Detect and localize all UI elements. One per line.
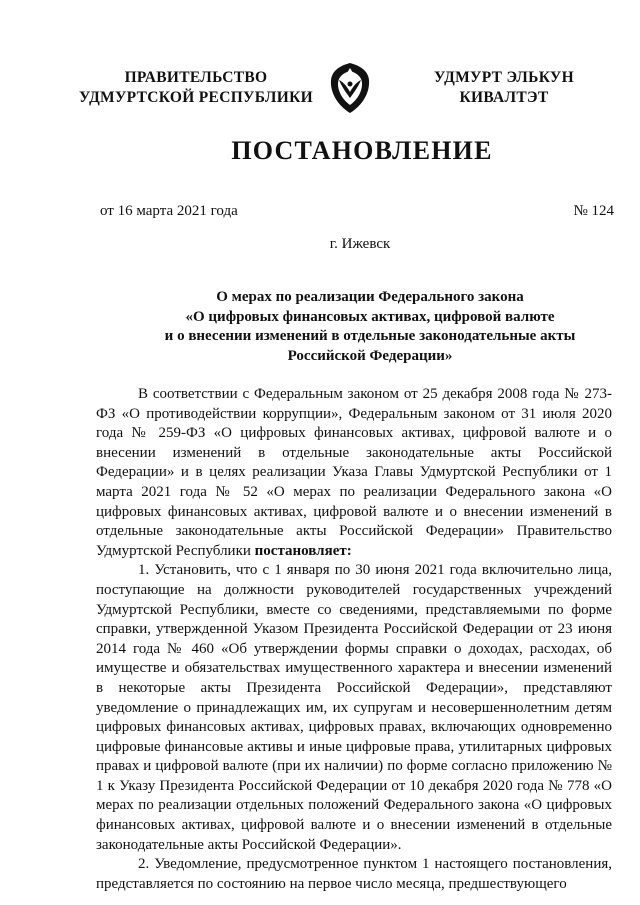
document-subject bbox=[80, 288, 640, 366]
document-title: ПОСТАНОВЛЕНИЕ bbox=[231, 136, 493, 165]
issuer-udmurt-line2: КИВАЛТЭТ bbox=[459, 89, 549, 106]
document-date: от 16 марта 2021 года bbox=[100, 203, 238, 219]
issuer-name-udmurt bbox=[424, 68, 584, 108]
preamble-text: В соответствии с Федеральным законом от 25 декабря 2008 года № 273-ФЗ «О противодействии коррупции», Федеральным законом от 31 июля 2020 года № 259-ФЗ «О цифровых финансовых активах, цифровой валюте и о внесении изменений в отдельные законодательные акты Российской Федерации» и в целях реализации Указа Главы Удмуртской Республики от 1 марта 2021 года № 52 «О мерах по реализации Федерального закона «О цифровых финансовых активах, цифровой валюте и о внесении изменений в отдельные законодательные акты Российской Федерации» Правительство Удмуртской Республики bbox=[96, 386, 612, 559]
subject-line: «О цифровых финансовых активах, цифровой валюте bbox=[185, 308, 555, 325]
document-number: № 124 bbox=[573, 203, 614, 219]
document-header bbox=[0, 62, 640, 122]
document-body bbox=[96, 385, 612, 894]
issuer-name-russian bbox=[78, 68, 314, 108]
subject-line: и о внесении изменений в отдельные законодательные акты bbox=[164, 328, 576, 344]
document-city: г. Ижевск bbox=[329, 236, 391, 252]
issuer-russian-line2: УДМУРТСКОЙ РЕСПУБЛИКИ bbox=[78, 89, 313, 106]
subject-line: О мерах по реализации Федерального закона bbox=[216, 289, 524, 305]
udmurtia-coat-of-arms-icon bbox=[329, 62, 371, 114]
preamble-bold-word: постановляет bbox=[254, 542, 347, 559]
preamble-colon: : bbox=[346, 542, 352, 559]
issuer-udmurt-line1: УДМУРТ ЭЛЬКУН bbox=[434, 69, 574, 86]
issuer-russian-line1: ПРАВИТЕЛЬСТВО bbox=[124, 69, 268, 86]
preamble-paragraph bbox=[96, 385, 612, 561]
subject-line: Российской Федерации» bbox=[287, 347, 453, 364]
item-1-paragraph: 1. Установить, что с 1 января по 30 июня 2021 года включительно лица, поступающие на должности руководителей государственных учреждений Удмуртской Республики, вместе со сведениями, представляемыми по форме справки, утвержденной Указом Президента Российской Федерации от 23 июня 2014 года № 460 «Об утверждении формы справки о доходах, расходах, об имуществе и обязательствах имущественного характера и внесении изменений в некоторые акты Президента Российской Федерации», представляют уведомление о принадлежащих им, их супругам и несовершеннолетним детям цифровых финансовых активах, цифровых правах, включающих одновременно цифровые финансовые активы и иные цифровые права, утилитарных цифровых правах и цифровой валюте (при их наличии) по форме согласно приложению № 1 к Указу Президента Российской Федерации от 10 декабря 2020 года № 778 «О мерах по реализации отдельных положений Федерального закона «О цифровых финансовых активах, цифровой валюте и о внесении изменений в отдельные законодательные акты Российской Федерации». bbox=[96, 562, 612, 853]
item-2-paragraph: 2. Уведомление, предусмотренное пунктом 1 настоящего постановления, представляется по состоянию на первое число месяца, предшествующего bbox=[96, 856, 612, 892]
